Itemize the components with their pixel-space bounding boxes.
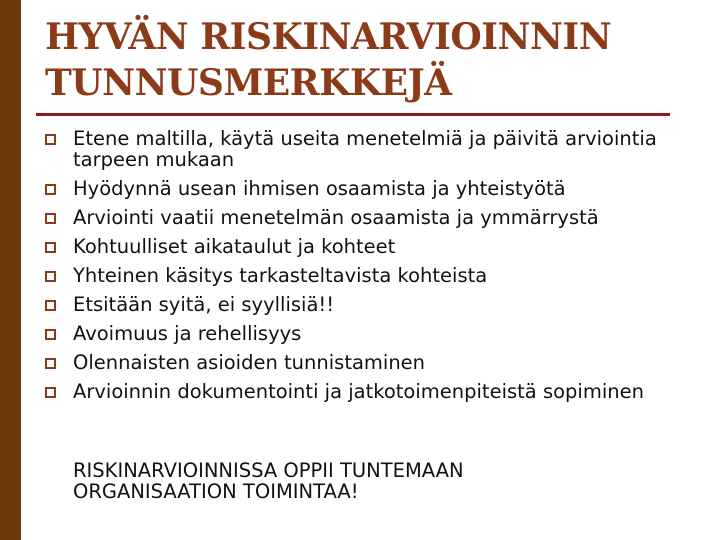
bullet-text: Etsitään syitä, ei syyllisiä!! bbox=[73, 293, 335, 316]
bullet-text: Arvioinnin dokumentointi ja jatkotoimenpiteistä sopiminen bbox=[73, 380, 644, 403]
bullet-item bbox=[42, 207, 702, 228]
title-underline bbox=[36, 113, 670, 116]
hollow-square-bullet-icon bbox=[45, 271, 56, 282]
hollow-square-bullet-icon bbox=[45, 213, 56, 224]
bullet-text: Hyödynnä usean ihmisen osaamista ja yhteistyötä bbox=[73, 177, 566, 200]
slide-title-line-1: HYVÄN RISKINARVIOINNIN bbox=[45, 16, 612, 58]
slide-title-line-2: TUNNUSMERKKEJÄ bbox=[45, 62, 452, 104]
bullet-text: Etene maltilla, käytä useita menetelmiä ja päivitä arviointia tarpeen mukaan bbox=[73, 127, 657, 171]
bullet-text: Yhteinen käsitys tarkasteltavista kohteista bbox=[73, 264, 488, 287]
slide-title bbox=[45, 14, 685, 106]
bullet-item bbox=[42, 178, 702, 199]
bullet-text: Kohtuulliset aikataulut ja kohteet bbox=[73, 235, 396, 258]
bullet-item bbox=[42, 265, 702, 286]
closing-note-line-1: RISKINARVIOINNISSA OPPII TUNTEMAAN bbox=[73, 459, 464, 482]
side-accent-bar bbox=[0, 0, 21, 540]
closing-note bbox=[73, 460, 693, 502]
hollow-square-bullet-icon bbox=[45, 242, 56, 253]
hollow-square-bullet-icon bbox=[45, 184, 56, 195]
bullet-item bbox=[42, 381, 702, 402]
hollow-square-bullet-icon bbox=[45, 387, 56, 398]
bullet-item bbox=[42, 323, 702, 344]
bullet-text: Avoimuus ja rehellisyys bbox=[73, 322, 302, 345]
bullet-item bbox=[42, 352, 702, 373]
hollow-square-bullet-icon bbox=[45, 358, 56, 369]
hollow-square-bullet-icon bbox=[45, 300, 56, 311]
bullet-item bbox=[42, 128, 702, 170]
bullet-text: Olennaisten asioiden tunnistaminen bbox=[73, 351, 426, 374]
bullet-item bbox=[42, 236, 702, 257]
hollow-square-bullet-icon bbox=[45, 134, 56, 145]
bullet-text: Arviointi vaatii menetelmän osaamista ja ymmärrystä bbox=[73, 206, 599, 229]
closing-note-line-2: ORGANISAATION TOIMINTAA! bbox=[73, 480, 359, 503]
hollow-square-bullet-icon bbox=[45, 329, 56, 340]
bullet-item bbox=[42, 294, 702, 315]
bullet-list bbox=[42, 128, 702, 410]
